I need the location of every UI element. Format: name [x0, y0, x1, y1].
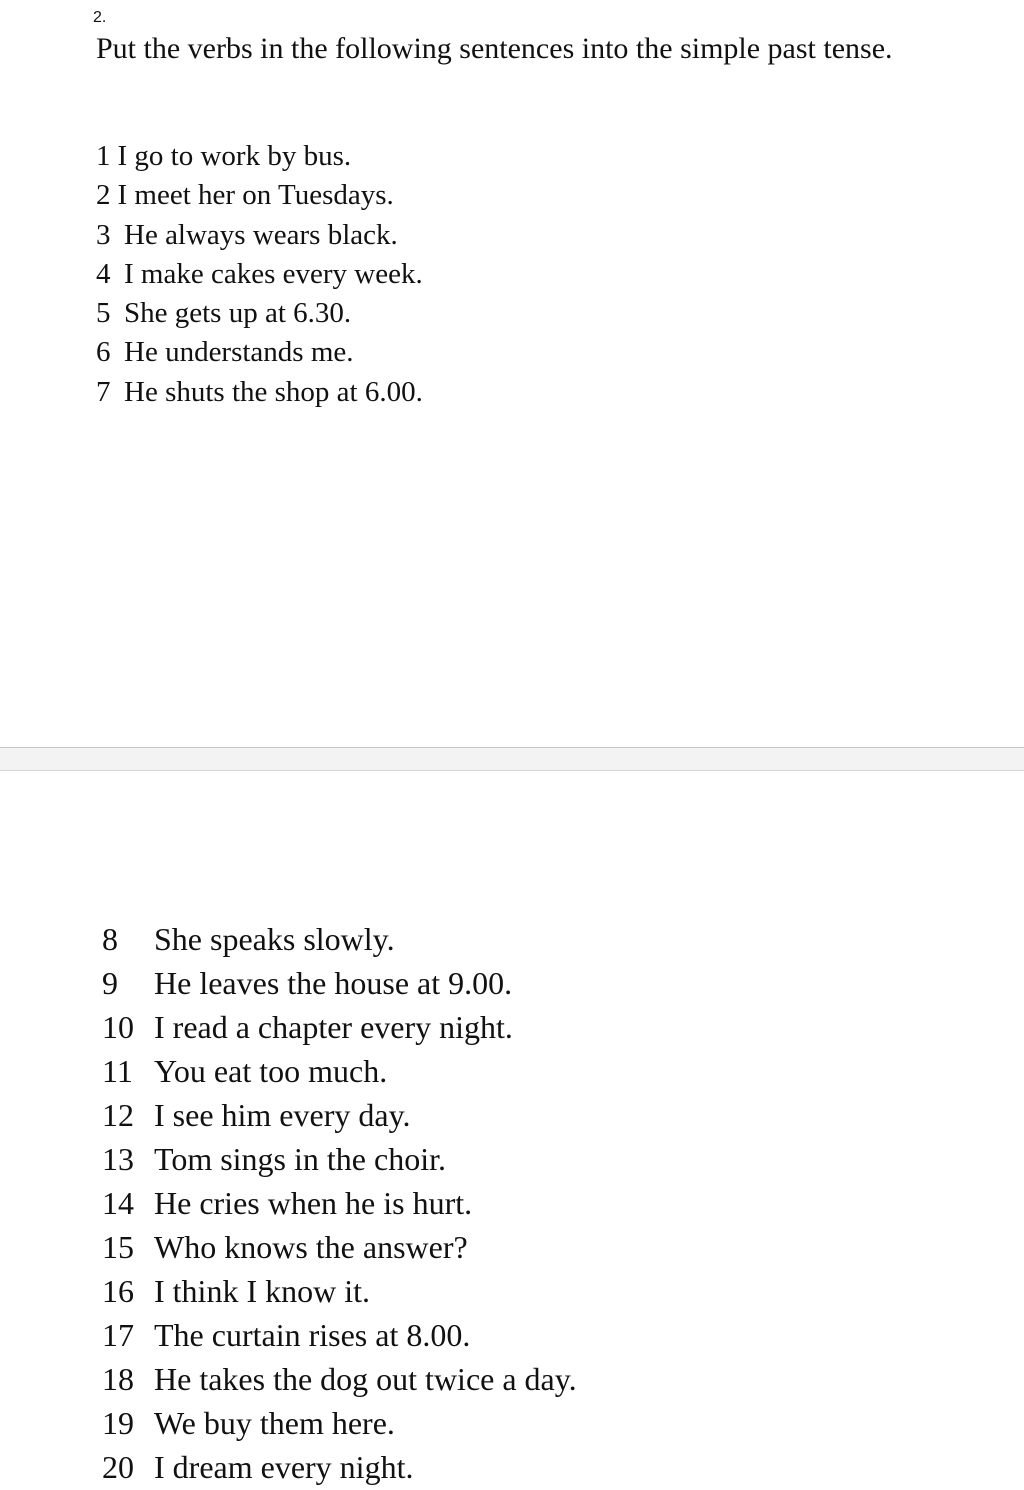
- sentence-text: I dream every night.: [154, 1449, 414, 1485]
- sentence-item: [102, 1049, 577, 1093]
- sentence-text: She gets up at 6.30.: [124, 297, 352, 330]
- sentence-text: The curtain rises at 8.00.: [154, 1317, 471, 1353]
- exercise-instruction: Put the verbs in the following sentences into the simple past tense.: [96, 32, 893, 65]
- sentence-item: [102, 1137, 577, 1181]
- sentence-text: He always wears black.: [124, 218, 398, 251]
- sentence-number: 9: [102, 965, 118, 1001]
- sentence-item: [102, 1445, 577, 1489]
- sentence-item: [96, 373, 423, 412]
- sentence-text: You eat too much.: [154, 1053, 388, 1089]
- sentence-item: [102, 1269, 577, 1313]
- sentence-item: [102, 1093, 577, 1137]
- sentence-number: 6: [96, 336, 111, 369]
- sentence-item: [96, 176, 423, 215]
- sentence-number: 13: [102, 1141, 134, 1177]
- sentence-text: He shuts the shop at 6.00.: [124, 375, 423, 408]
- sentence-number: 8: [102, 921, 118, 957]
- sentence-text: He cries when he is hurt.: [154, 1185, 473, 1221]
- sentence-item: [96, 216, 423, 255]
- sentence-number: 11: [102, 1053, 133, 1089]
- sentence-item: [96, 137, 423, 176]
- exercise-number: 2.: [93, 9, 107, 26]
- sentence-text: He takes the dog out twice a day.: [154, 1361, 577, 1397]
- sentence-number: 15: [102, 1229, 134, 1265]
- sentence-number: 16: [102, 1273, 134, 1309]
- sentence-text: Tom sings in the choir.: [154, 1141, 446, 1177]
- sentence-number: 3: [96, 218, 111, 251]
- sentence-number: 18: [102, 1361, 134, 1397]
- sentence-item: [102, 961, 577, 1005]
- sentence-number: 2: [96, 179, 111, 212]
- page-break-divider: [0, 747, 1024, 771]
- sentence-number: 1: [96, 140, 111, 172]
- sentence-item: [102, 1357, 577, 1401]
- sentence-item: [102, 917, 577, 961]
- sentence-number: 4: [96, 257, 111, 290]
- sentence-text: I think I know it.: [154, 1273, 370, 1309]
- sentence-list-page-1: [96, 137, 423, 412]
- sentence-text: I go to work by bus.: [117, 140, 352, 172]
- sentence-list-page-2: [102, 917, 577, 1489]
- sentence-number: 7: [96, 375, 111, 408]
- sentence-number: 5: [96, 297, 111, 330]
- sentence-text: He understands me.: [124, 336, 354, 369]
- sentence-text: She speaks slowly.: [154, 921, 395, 957]
- sentence-number: 10: [102, 1009, 134, 1045]
- sentence-item: [102, 1313, 577, 1357]
- sentence-text: I make cakes every week.: [124, 257, 423, 290]
- sentence-number: 12: [102, 1097, 134, 1133]
- sentence-number: 17: [102, 1317, 134, 1353]
- sentence-item: [102, 1181, 577, 1225]
- sentence-text: I see him every day.: [154, 1097, 411, 1133]
- sentence-number: 14: [102, 1185, 134, 1221]
- sentence-text: He leaves the house at 9.00.: [154, 965, 513, 1001]
- sentence-item: [96, 333, 423, 372]
- sentence-item: [102, 1225, 577, 1269]
- sentence-number: 20: [102, 1449, 134, 1485]
- sentence-text: I meet her on Tuesdays.: [117, 179, 394, 212]
- sentence-item: [102, 1005, 577, 1049]
- sentence-item: [96, 294, 423, 333]
- sentence-text: Who knows the answer?: [154, 1229, 468, 1265]
- sentence-number: 19: [102, 1405, 134, 1441]
- document-page-bottom: [0, 771, 1024, 1490]
- sentence-text: We buy them here.: [154, 1405, 395, 1441]
- sentence-item: [96, 255, 423, 294]
- sentence-item: [102, 1401, 577, 1445]
- sentence-text: I read a chapter every night.: [154, 1009, 513, 1045]
